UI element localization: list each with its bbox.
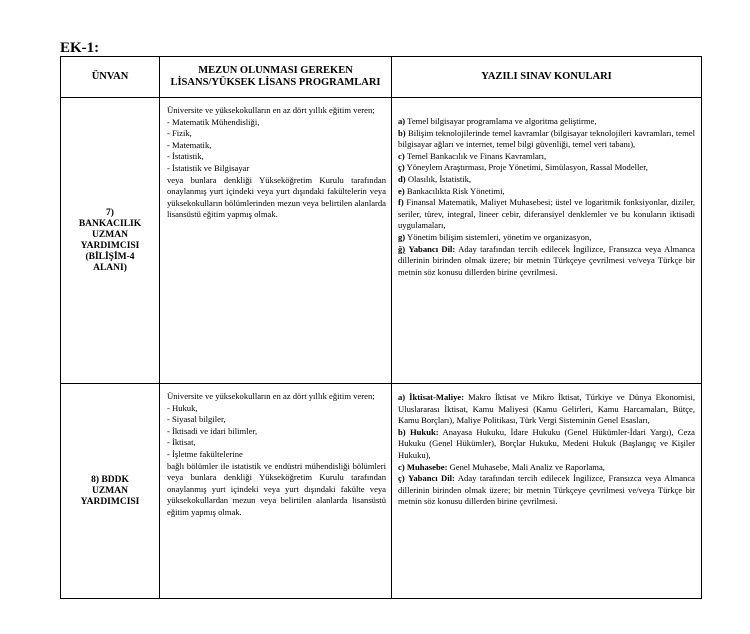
- topic-label: b): [398, 426, 406, 437]
- programs-intro: Üniversite ve yüksekokulların en az dört yıllık eğitim veren;: [167, 391, 375, 401]
- topic-text: Bilişim teknolojilerinde temel kavramlar (bilgisayar teknolojileri kavramları, temel bilgisayar ağları ve internet, temel bilgi güvenliği, temel veri tabanı),: [398, 127, 695, 150]
- topic-label: c): [398, 461, 405, 472]
- program-item: - İktisadi ve idari bilimler,: [167, 425, 258, 436]
- topic-item: [398, 151, 695, 163]
- topic-item: [398, 128, 695, 151]
- topic-item: [398, 473, 695, 508]
- program-item: - İstatistik ve Bilgisayar: [167, 162, 250, 173]
- topic-label: ç): [398, 162, 405, 173]
- topic-heading: Yabancı Dil:: [408, 243, 456, 254]
- rank-line: UZMAN: [92, 229, 128, 240]
- program-item: - Siyasal bilgiler,: [167, 414, 226, 425]
- rank-line: ALANI): [93, 262, 127, 273]
- topic-text: Temel bilgisayar programlama ve algoritma geliştirme,: [407, 116, 597, 126]
- topic-label: b): [398, 127, 406, 138]
- header-row: [61, 57, 702, 98]
- topic-item: [398, 197, 695, 232]
- topic-heading: İktisat-Maliye:: [409, 392, 465, 402]
- rank-line: UZMAN: [92, 485, 128, 496]
- topic-text: Aday tarafından tercih edilecek İngilizce, Fransızca veya Almanca dillerinin birinden olmak üzere; bir metnin Türkçeye çevrilmesi ve/veya Türkçe bir metnin söz konusu dillerden birine çevrilmesi.: [398, 473, 695, 507]
- topic-text: Genel Muhasebe, Mali Analiz ve Raporlama,: [449, 461, 605, 472]
- topic-item: [398, 427, 695, 462]
- annex-label: EK-1:: [60, 40, 100, 56]
- topic-text: Olasılık, İstatistik,: [407, 173, 472, 184]
- topic-text: Aday tarafından tercih edilecek İngilizce, Fransızca veya Almanca dillerinin birinden olmak üzere; bir metnin Türkçeye çevrilmesi ve/veya Türkçe bir metnin söz konusu dillerden birine çevrilmesi.: [398, 243, 695, 277]
- program-item: - İstatistik,: [167, 151, 204, 162]
- program-item: - İşletme fakültelerine: [167, 448, 243, 459]
- topic-text: Makro İktisat ve Mikro İktisat, Türkiye ve Dünya Ekonomisi, Uluslararası İktisat, Kamu Maliyesi (Kamu Gelirleri, Kamu Harcamaları, Bütçe, Kamu Borçları), Maliye Politikası, Türk Vergi Sisteminin Genel Esasları,: [398, 392, 695, 426]
- rank-cell: [61, 98, 160, 384]
- programs-outro: veya bunlara denkliği Yükseköğretim Kurulu tarafından onaylanmış yurt içindeki veya yurt dışındaki fakültelerin veya yüksekokulların bölümlerinden mezun veya belirtilen alanlarda lisansüstü eğitim yapmış olmak.: [167, 174, 386, 220]
- header-rank: ÜNVAN: [61, 57, 160, 98]
- program-item: - Matematik Mühendisliği,: [167, 116, 260, 127]
- header-programs: MEZUN OLUNMASI GEREKEN LİSANS/YÜKSEK LİSANS PROGRAMLARI: [160, 57, 392, 98]
- topic-text: Finansal Matematik, Maliyet Muhasebesi; üstel ve logaritmik fonksiyonlar, diziler, seriler, türev, integral, lineer cebir, diferansiyel denklemler ve bu konuların iktisadi uygulamaları,: [398, 197, 695, 231]
- rank-line: YARDIMCISI: [80, 496, 140, 507]
- topic-heading: Yabancı Dil:: [408, 473, 455, 484]
- programs-outro: bağlı bölümler ile istatistik ve endüstri mühendisliği bölümleri veya bunlara denkliği Yükseköğretim Kurulu tarafından onaylanmış yurt içindeki veya yurt dışındaki fakülte veya yüksekokullardan mezun veya belirtilen alanlarda lisansüstü eğitim yapmış olmak.: [167, 460, 386, 517]
- rank-line: BANKACILIK: [78, 218, 142, 229]
- topic-item: [398, 232, 695, 244]
- topic-item: [398, 392, 695, 427]
- topic-text: Anayasa Hukuku, İdare Hukuku (Genel Hükümler-İdari Yargı), Ceza Hukuku (Genel Hükümler), Borçlar Hukuku, Medeni Hukuk (Başlangıç ve Kişiler Hukuku),: [398, 426, 695, 460]
- topic-text: Yönetim bilişim sistemleri, yönetim ve organizasyon,: [407, 231, 592, 242]
- topic-label: f): [398, 197, 404, 208]
- topic-text: Temel Bankacılık ve Finans Kavramları,: [406, 150, 547, 161]
- program-item: - İktisat,: [167, 437, 196, 448]
- programs-cell: [160, 384, 392, 599]
- requirements-table: [60, 56, 702, 599]
- topics-cell: [392, 98, 702, 384]
- program-item: - Fizik,: [167, 128, 192, 139]
- topic-heading: Muhasebe:: [406, 461, 448, 472]
- rank-line: 7): [106, 207, 114, 218]
- rank-line: YARDIMCISI: [80, 240, 140, 251]
- topic-item: [398, 462, 695, 474]
- topic-label: e): [398, 185, 405, 196]
- programs-cell: [160, 98, 392, 384]
- topic-heading: Hukuk:: [409, 426, 439, 437]
- rank-line: 8) BDDK: [91, 474, 129, 485]
- topic-label: a): [398, 392, 406, 402]
- topic-label: ğ): [398, 243, 406, 254]
- topic-label: d): [398, 173, 406, 184]
- rank-cell: [61, 384, 160, 599]
- topic-text: Bankacılıkta Risk Yönetimi,: [406, 185, 505, 196]
- program-item: - Hukuk,: [167, 402, 198, 413]
- topic-label: g): [398, 231, 406, 242]
- topic-label: c): [398, 150, 405, 161]
- topic-label: a): [398, 116, 406, 126]
- topic-item: [398, 186, 695, 198]
- topic-item: [398, 116, 695, 128]
- header-topics: YAZILI SINAV KONULARI: [392, 57, 702, 98]
- table-row: [61, 384, 702, 599]
- topic-item: [398, 244, 695, 279]
- topics-cell: [392, 384, 702, 599]
- programs-intro: Üniversite ve yüksekokulların en az dört yıllık eğitim veren;: [167, 105, 375, 115]
- topic-label: ç): [398, 473, 405, 484]
- topic-text: Yöneylem Araştırması, Proje Yönetimi, Simülasyon, Rassal Modeller,: [406, 162, 648, 173]
- topic-item: [398, 162, 695, 174]
- table-row: [61, 98, 702, 384]
- topic-item: [398, 174, 695, 186]
- rank-line: (BİLİŞİM-4: [85, 251, 135, 262]
- program-item: - Matematik,: [167, 139, 212, 150]
